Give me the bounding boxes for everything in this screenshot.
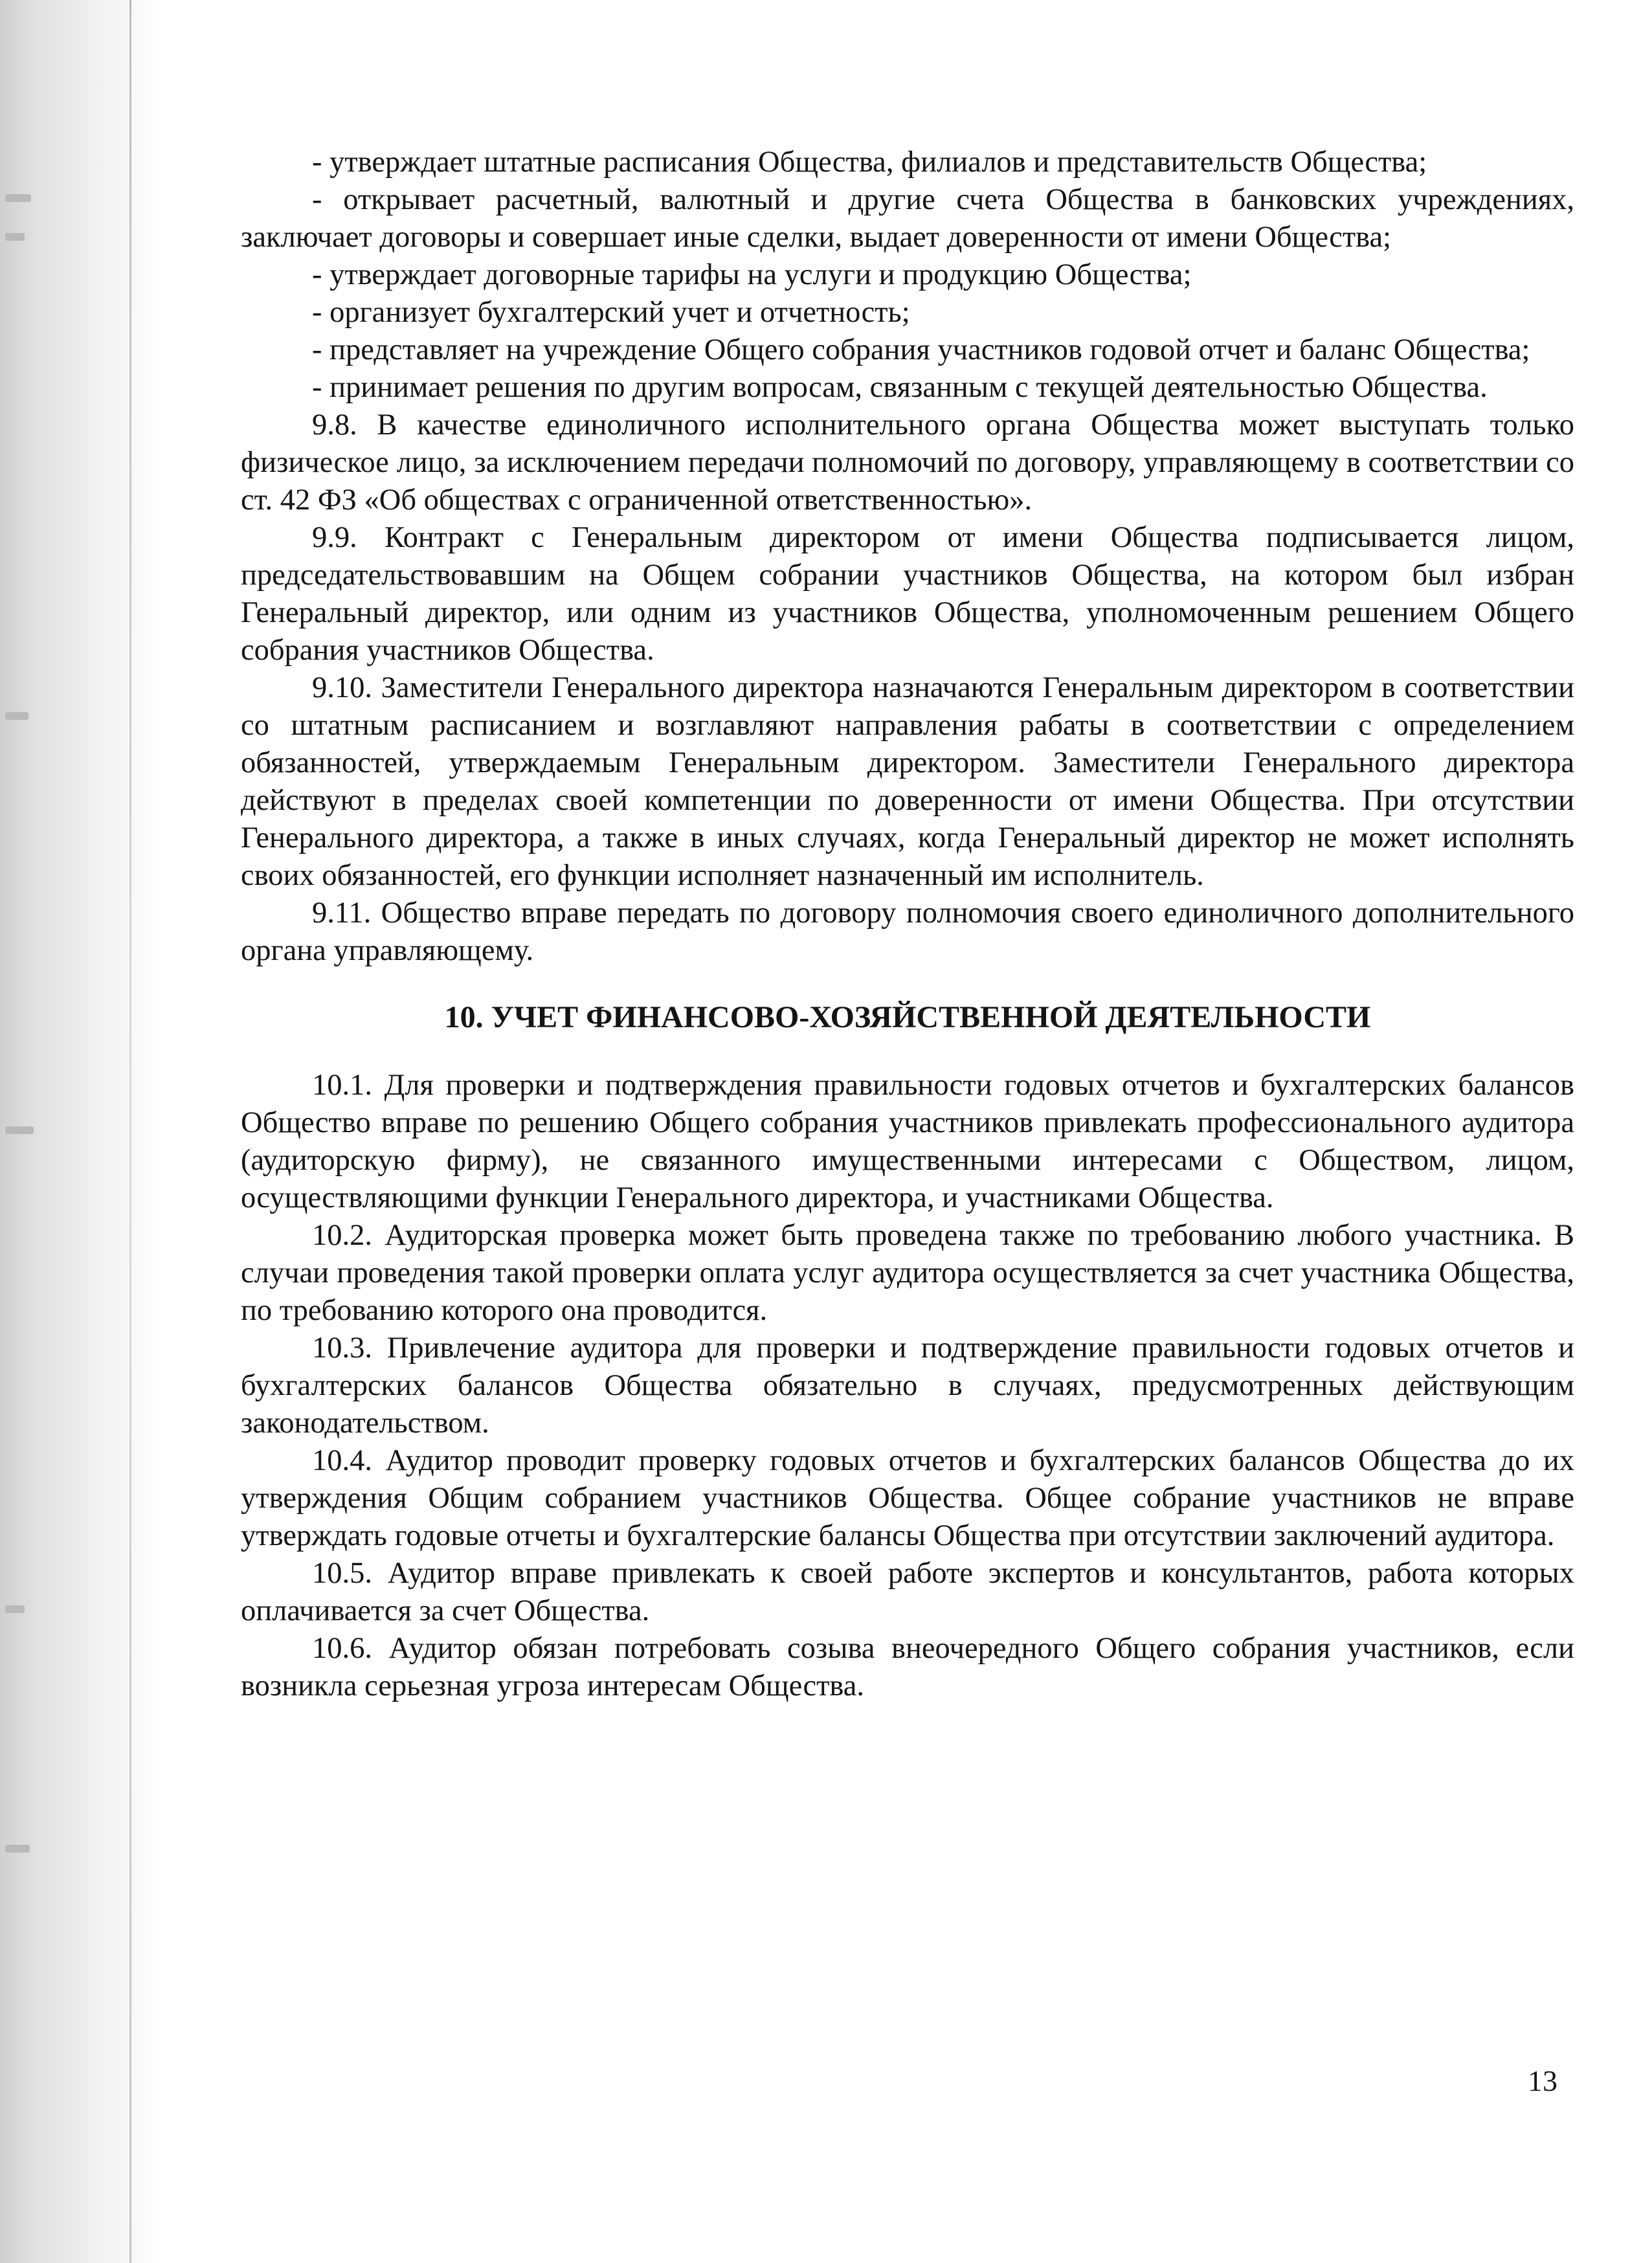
clause-10-5: 10.5. Аудитор вправе привлекать к своей работе экспертов и консультантов, работа которых оплачивается за счет Общества. [241,1557,1574,1627]
scan-edge-mark [5,1605,25,1613]
clause-9-11: 9.11. Общество вправе передать по договору полномочия своего единоличного дополнительного органа управляющему. [241,897,1574,967]
clause-9-10: 9.10. Заместители Генерального директора назначаются Генеральным директором в соответствии со штатным расписанием и возглавляют направления рабаты в соответствии с определением обязанностей, утверждаемым Генеральным директором. Заместители Генерального директора действуют в пределах своей компетенции по доверенности от имени Общества. При отсутствии Генерального директора, а также в иных случаях, когда Генеральный директор не может исполнять своих обязанностей, его функции исполняет назначенный им исполнитель. [241,671,1574,892]
clause-10-3: 10.3. Привлечение аудитора для проверки и подтверждение правильности годовых отчетов и бухгалтерских балансов Общества обязательно в случаях, предусмотренных действующим законодательством. [241,1332,1574,1440]
section-heading: 10. УЧЕТ ФИНАНСОВО-ХОЗЯЙСТВЕННОЙ ДЕЯТЕЛЬНОСТИ [444,1000,1371,1034]
document-body [241,144,1574,1705]
list-item: - представляет на учреждение Общего собрания участников годовой отчет и баланс Общества; [312,333,1530,366]
clause-10-4: 10.4. Аудитор проводит проверку годовых отчетов и бухгалтерских балансов Общества до их утверждения Общим собранием участников Общества. Общее собрание участников не вправе утверждать годовые отчеты и бухгалтерские балансы Общества при отсутствии заключений аудитора. [241,1444,1574,1552]
clause-9-8: 9.8. В качестве единоличного исполнительного органа Общества может выступать только физическое лицо, за исключением передачи полномочий по договору, управляющему в соответствии со ст. 42 ФЗ «Об обществах с ограниченной ответственностью». [241,408,1574,517]
scan-edge-mark [5,233,25,241]
page-fold-line [129,0,131,2263]
clause-10-2: 10.2. Аудиторская проверка может быть проведена также по требованию любого участника. В случаи проведения такой проверки оплата услуг аудитора осуществляется за счет участника Общества, по требованию которого она проводится. [241,1219,1574,1327]
clause-10-1: 10.1. Для проверки и подтверждения правильности годовых отчетов и бухгалтерских балансов Общество вправе по решению Общего собрания участников привлекать профессионального аудитора (аудиторскую фирму), не связанного имущественными интересами с Обществом, лицом, осуществляющими функции Генерального директора, и участниками Общества. [241,1069,1574,1214]
list-item: - утверждает штатные расписания Общества, филиалов и представительств Общества; [312,146,1427,179]
clause-9-9: 9.9. Контракт с Генеральным директором от имени Общества подписывается лицом, председательствовавшим на Общем собрании участников Общества, на котором был избран Генеральный директор, или одним из участников Общества, уполномоченным решением Общего собрания участников Общества. [241,521,1574,667]
list-item: - организует бухгалтерский учет и отчетность; [312,296,910,329]
scan-edge-mark [5,194,31,202]
list-item: - открывает расчетный, валютный и другие счета Общества в банковских учреждениях, заключает договоры и совершает иные сделки, выдает доверенности от имени Общества; [241,183,1574,254]
list-item: - принимает решения по другим вопросам, связанным с текущей деятельностью Общества. [312,371,1488,404]
page-number: 13 [1528,2064,1557,2097]
scan-edge-mark [5,712,28,720]
scan-edge-mark [5,1845,30,1853]
scan-edge-mark [5,1126,34,1134]
clause-10-6: 10.6. Аудитор обязан потребовать созыва внеочередного Общего собрания участников, если возникла серьезная угроза интересам Общества. [241,1632,1574,1702]
list-item: - утверждает договорные тарифы на услуги и продукцию Общества; [312,258,1192,291]
